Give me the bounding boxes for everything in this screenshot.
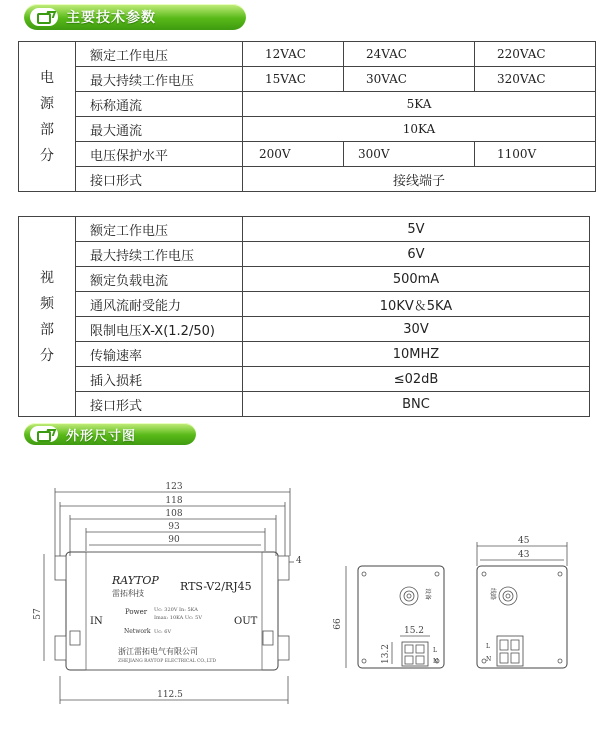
spec-name: 通风流耐受能力 (76, 292, 243, 317)
section-icon (30, 8, 58, 26)
group-label-text: 视 频 部 分 (40, 269, 54, 364)
dim-label: 118 (165, 496, 183, 506)
table-row (19, 167, 596, 192)
table-row (19, 317, 590, 342)
terminal-mark: L (433, 647, 437, 654)
power-spec: Imax: 10KA Uc: 5V (154, 615, 202, 621)
brand-cn: 雷拓科技 (112, 589, 144, 598)
spec-value: ≤02dB (243, 367, 590, 392)
spec-value: 220VAC (475, 42, 596, 67)
group-label-text: 电 源 部 分 (40, 69, 54, 164)
table-row (19, 42, 596, 67)
section-header-dimensions (24, 423, 196, 445)
spec-name: 电压保护水平 (76, 142, 243, 167)
company-en: ZHEJIANG RAYTOP ELECTRICAL CO.,LTD (118, 659, 216, 664)
spec-value: 6V (243, 242, 590, 267)
table-row (19, 242, 590, 267)
spec-name: 额定负载电流 (76, 267, 243, 292)
spec-value: 30VAC (344, 67, 475, 92)
spec-value: 300V (344, 142, 475, 167)
table-row (19, 92, 596, 117)
video-spec-table (18, 216, 590, 417)
dim-label: 108 (165, 509, 183, 519)
table-row (19, 67, 596, 92)
side-view-cable (477, 536, 567, 668)
power-spec: Uc: 320V In: 5KA (154, 607, 198, 613)
dim-label: 13.2 (381, 643, 391, 665)
spec-value: 500mA (243, 267, 590, 292)
label-cable: 线路 (489, 588, 496, 601)
spec-value: 10KA (243, 117, 596, 142)
spec-value: 200V (243, 142, 344, 167)
power-spec-table (18, 41, 596, 192)
spec-name: 额定工作电压 (76, 42, 243, 67)
spec-name: 最大通流 (76, 117, 243, 142)
table-row (19, 392, 590, 417)
spec-name: 传输速率 (76, 342, 243, 367)
spec-value: 15VAC (243, 67, 344, 92)
dim-label: 4 (296, 556, 302, 566)
terminal-mark: N (486, 656, 492, 663)
dim-label: 90 (168, 535, 180, 545)
spec-name: 接口形式 (76, 392, 243, 417)
dim-label: 66 (333, 618, 343, 630)
table-row (19, 267, 590, 292)
spec-value: 10KV＆5KA (243, 292, 590, 317)
spec-value: BNC (243, 392, 590, 417)
spec-name: 最大持续工作电压 (76, 242, 243, 267)
brand-logo: RAYTOP (112, 574, 159, 587)
spec-value: 24VAC (344, 42, 475, 67)
group-label-power (19, 42, 76, 192)
dim-label: 45 (518, 536, 530, 546)
table-row (19, 342, 590, 367)
label-network: Network (124, 628, 151, 635)
side-view-terminal (333, 566, 444, 668)
label-in: IN (90, 616, 103, 627)
spec-name: 限制电压X-X(1.2/50) (76, 317, 243, 342)
dim-label: 57 (33, 608, 43, 620)
section-title: 外形尺寸图 (66, 428, 137, 444)
spec-value: 5KA (243, 92, 596, 117)
section-header-specs (24, 4, 246, 30)
terminal-mark: L (486, 643, 490, 650)
table-row (19, 367, 590, 392)
label-power: Power (125, 608, 148, 616)
section-title: 主要技术参数 (66, 10, 156, 26)
spec-name: 接口形式 (76, 167, 243, 192)
spec-value: 1100V (475, 142, 596, 167)
label-out: OUT (234, 616, 258, 627)
spec-name: 插入损耗 (76, 367, 243, 392)
dim-label: 15.2 (403, 626, 425, 636)
terminal-mark: N (433, 658, 439, 665)
spec-value: 30V (243, 317, 590, 342)
dim-label: 112.5 (157, 690, 183, 700)
group-label-video (19, 217, 76, 417)
table-row (19, 217, 590, 242)
table-row (19, 117, 596, 142)
table-row (19, 292, 590, 317)
spec-value: 320VAC (475, 67, 596, 92)
spec-value: 接线端子 (243, 167, 596, 192)
section-icon (30, 426, 58, 442)
spec-name: 标称通流 (76, 92, 243, 117)
spec-name: 额定工作电压 (76, 217, 243, 242)
dim-label: 43 (518, 550, 530, 560)
dim-label: 93 (168, 522, 180, 532)
spec-value: 5V (243, 217, 590, 242)
model-label: RTS-V2/RJ45 (180, 580, 252, 593)
spec-value: 10MHZ (243, 342, 590, 367)
company-cn: 浙江雷拓电气有限公司 (118, 647, 198, 656)
dimension-drawing (0, 456, 606, 736)
spec-value: 12VAC (243, 42, 344, 67)
dim-label: 123 (165, 482, 183, 492)
label-device: 设备 (424, 588, 431, 601)
front-view (33, 482, 302, 704)
spec-name: 最大持续工作电压 (76, 67, 243, 92)
network-spec: Uc: 6V (154, 629, 172, 635)
table-row (19, 142, 596, 167)
